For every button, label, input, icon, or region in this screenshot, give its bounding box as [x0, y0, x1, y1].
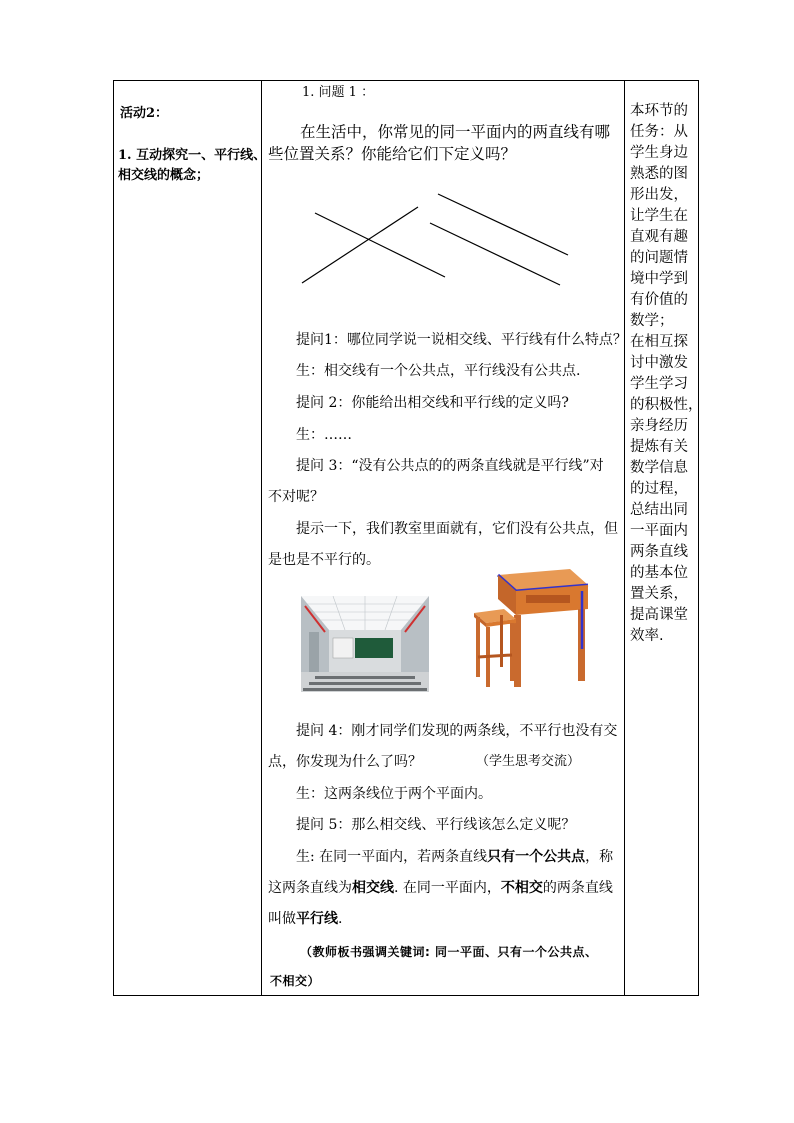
def-text-4: . 在同一平面内，: [394, 880, 501, 896]
def-text-2: ，称: [585, 849, 614, 865]
def-text-6: 叫做: [268, 911, 296, 927]
answer-2: 生：……: [296, 427, 352, 443]
answer-1: 生：相交线有一个公共点，平行线没有公共点.: [296, 363, 581, 379]
activity-label: 活动2：: [120, 106, 169, 121]
note-line: 任务：从: [630, 124, 688, 140]
def-bold-one-point: 只有一个公共点: [487, 849, 586, 865]
hint-line-1: 提示一下，我们教室里面就有，它们没有公共点，但: [296, 521, 618, 537]
column-divider-2: [624, 80, 625, 996]
def-text-5: 的两条直线: [542, 880, 613, 896]
definition-line-3: [268, 909, 342, 929]
teacher-note-line-1: （教师板书强调关键词: 同一平面、只有一个公共点、: [300, 945, 598, 959]
intro-line-2: 些位置关系？你能给它们下定义吗？: [268, 145, 517, 163]
topic-line-1: 1. 互动探究一、平行线、: [118, 148, 267, 163]
question-4-note: （学生思考交流）: [476, 754, 581, 769]
def-text-7: .: [338, 911, 343, 927]
note-line: 的基本位: [630, 565, 688, 581]
question-1: 提问1：哪位同学说一说相交线、平行线有什么特点？: [296, 332, 627, 348]
question-4-line-1: 提问 4：刚才同学们发现的两条线，不平行也没有交: [296, 723, 618, 739]
def-text-1: 生: 在同一平面内，若两条直线: [296, 849, 488, 865]
note-line: 数学信息: [630, 460, 688, 476]
design-intent-notes: [630, 101, 703, 647]
note-line: 直观有趣: [630, 229, 688, 245]
note-line: 提炼有关: [630, 439, 688, 455]
question-3-line-1: 提问 3：“没有公共点的的两条直线就是平行线”对: [296, 458, 604, 474]
note-line: 学生学习: [630, 376, 688, 392]
intersecting-line-b: [302, 207, 418, 283]
note-line: 效率.: [630, 628, 664, 644]
note-line: 的问题情: [630, 250, 688, 266]
note-line: 学生身边: [630, 145, 688, 161]
note-line: 的过程，: [630, 481, 688, 497]
parallel-line-a: [438, 194, 568, 255]
question-title: 1. 问题 1 ：: [302, 85, 375, 100]
hint-line-2: 是也是不平行的。: [268, 552, 380, 568]
question-4-line-2: 点，你发现为什么了吗？: [268, 754, 422, 770]
intro-line-1: 在生活中，你常见的同一平面内的两直线有哪: [300, 123, 611, 141]
note-line: 的积极性，: [630, 397, 703, 413]
classroom-image: [301, 596, 429, 692]
note-line: 本环节的: [630, 103, 688, 119]
intersecting-line-a: [315, 213, 445, 277]
lines-diagram: [290, 185, 580, 295]
note-line: 熟悉的图: [630, 166, 688, 182]
parallel-line-b: [430, 223, 560, 285]
column-divider-1: [261, 80, 262, 996]
note-line: 置关系，: [630, 586, 688, 602]
note-line: 两条直线: [630, 544, 688, 560]
note-line: 一平面内: [630, 523, 688, 539]
note-line: 数学；: [630, 313, 674, 329]
definition-line-1: [296, 847, 613, 867]
note-line: 亲身经历: [630, 418, 688, 434]
teacher-note-line-2: 不相交）: [270, 974, 321, 988]
note-line: 境中学到: [630, 271, 688, 287]
note-line: 形出发，: [630, 187, 688, 203]
desk-stool-image: [470, 565, 590, 690]
note-line: 有价值的: [630, 292, 688, 308]
def-bold-parallel: 平行线: [296, 911, 338, 927]
definition-line-2: [268, 878, 613, 898]
note-line: 提高课堂: [630, 607, 688, 623]
note-line: 在相互探: [630, 334, 688, 350]
note-line: 讨中激发: [630, 355, 688, 371]
def-bold-intersecting: 相交线: [352, 880, 394, 896]
topic-line-2: 相交线的概念；: [118, 168, 210, 183]
def-bold-not-intersect: 不相交: [500, 880, 543, 896]
answer-4: 生：这两条线位于两个平面内。: [296, 786, 492, 802]
question-5: 提问 5：那么相交线、平行线该怎么定义呢？: [296, 817, 576, 833]
question-3-line-2: 不对呢？: [268, 489, 324, 505]
def-text-3: 这两条直线为: [268, 880, 352, 896]
question-2: 提问 2：你能给出相交线和平行线的定义吗?: [296, 395, 569, 411]
note-line: 让学生在: [630, 208, 688, 224]
note-line: 总结出同: [630, 502, 688, 518]
